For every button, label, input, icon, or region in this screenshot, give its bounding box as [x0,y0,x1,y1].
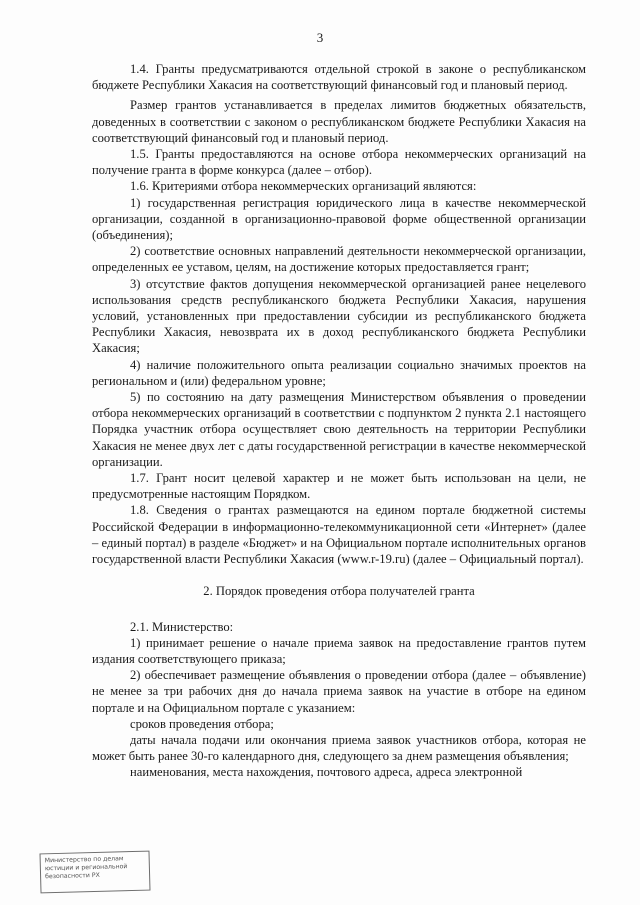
paragraph: Размер грантов устанавливается в пределах лимитов бюджетных обязательств, доведенных в соответствии с законом о республиканском бюджете Республики Хакасия на соответствующий финансовый год и плановый период. [92,98,586,145]
paragraph: 1) государственная регистрация юридического лица в качестве некоммерческой организации, созданной в организационно-правовой форме общественной организации (объединения); [92,195,586,243]
page-number: 3 [316,30,324,45]
paragraph: 1.8. Сведения о грантах размещаются на едином портале бюджетной системы Российской Федерации в информационно-телекоммуникационной сети «Интернет» (далее – единый портал) в разделе «Бюджет» и на Официальном портале исполнительных органов государственной власти Республики Хакасия (www.r-19.ru) (далее – Официальный портал). [92,503,586,567]
paragraph: наименования, места нахождения, почтового адреса, адреса электронной [130,765,523,780]
document-body [92,61,586,781]
registration-stamp [39,851,150,894]
paragraph: 1.5. Гранты предоставляются на основе отбора некоммерческих организаций на получение гранта в форме конкурса (далее – отбор). [92,147,586,178]
paragraph: 2) обеспечивает размещение объявления о проведении отбора (далее – объявление) не менее за три рабочих дня до начала приема заявок на участие в отборе на едином портале и на Официальном портале с указанием: [92,668,586,715]
paragraph: 2) соответствие основных направлений деятельности некоммерческой организации, определенных ее уставом, целям, на достижение которых предоставляется грант; [92,244,586,275]
paragraph: даты начала подачи или окончания приема заявок участников отбора, которая не может быть ранее 30-го календарного дня, следующего за днем размещения объявления; [92,732,586,764]
paragraph: 1.4. Гранты предусматриваются отдельной строкой в законе о республиканском бюджете Республики Хакасия на соответствующий финансовый год и плановый период. [92,62,586,93]
stamp-line: безопасности РХ [45,871,100,881]
section-heading: 2. Порядок проведения отбора получателей гранта [203,584,475,599]
paragraph: 3) отсутствие фактов допущения некоммерческой организацией ранее нецелевого использования средств республиканского бюджета Республики Хакасия, нарушения условий, установленных при предоставлении субсидии из республиканского бюджета Республики Хакасия, невозврата их в доход республиканского бюджета Республики Хакасия; [92,276,586,356]
paragraph: 1) принимает решение о начале приема заявок на предоставление грантов путем издания соответствующего приказа; [92,635,586,666]
stamp-line: юстиции и региональной [44,863,128,873]
paragraph: сроков проведения отбора; [130,716,274,731]
paragraph: 1.6. Критериями отбора некоммерческих организаций являются: [130,179,477,194]
paragraph: 4) наличие положительного опыта реализации социально значимых проектов на региональном и (или) федеральном уровне; [92,357,586,388]
paragraph: 1.7. Грант носит целевой характер и не может быть использован на цели, не предусмотренные настоящим Порядком. [92,471,586,502]
stamp-line: Министерство по делам [44,855,124,865]
paragraph: 5) по состоянию на дату размещения Министерством объявления о проведении отбора некоммерческих организаций в соответствии с подпунктом 2 пункта 2.1 настоящего Порядка участник отбора осуществляет свою деятельность на территории Республики Хакасия не менее двух лет с даты государственной регистрации в качестве некоммерческой организации. [92,390,586,469]
paragraph: 2.1. Министерство: [130,619,234,634]
